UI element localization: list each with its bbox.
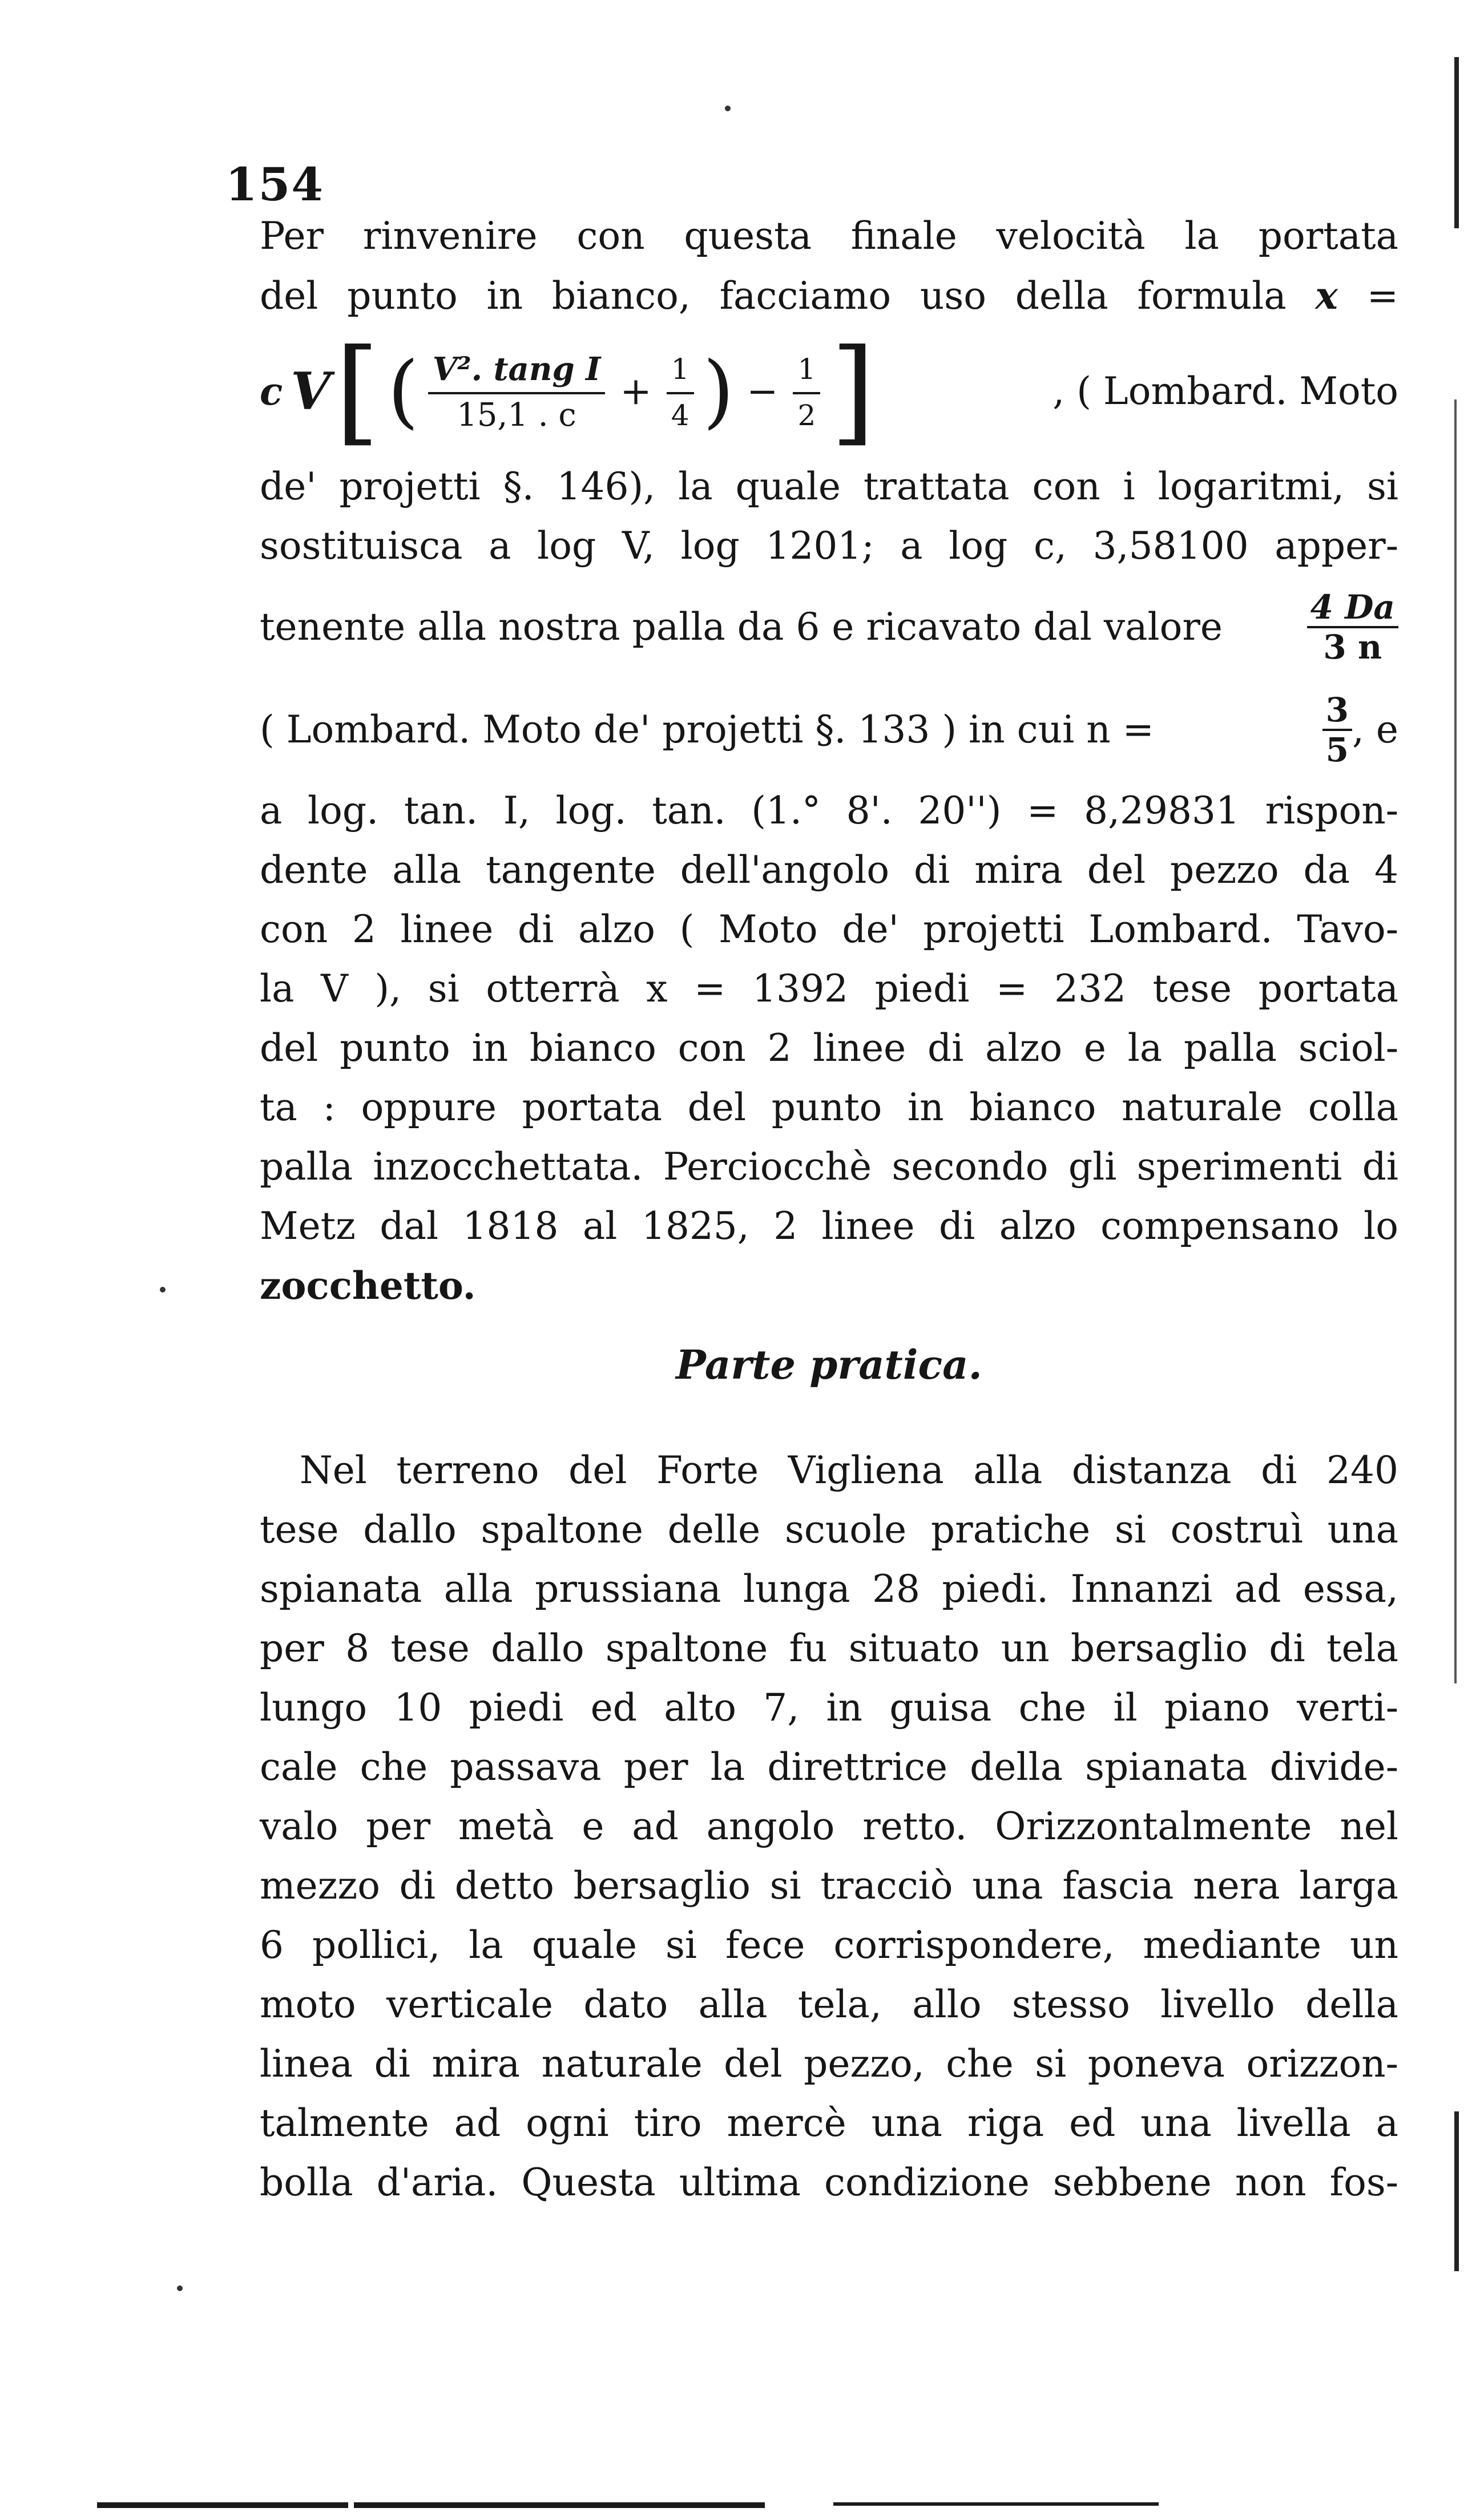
text-line: tese dallo spaltone delle scuole pratiche si costruì una bbox=[260, 1508, 1398, 1552]
fraction-quarter bbox=[667, 346, 694, 437]
text-line: de' projetti §. 146), la quale trattata con i logaritmi, si bbox=[260, 465, 1398, 508]
scan-bottom-rule bbox=[354, 2502, 765, 2508]
fraction-numerator: 4 Da bbox=[1307, 588, 1398, 628]
fraction-half bbox=[793, 346, 820, 437]
text-line: lungo 10 piedi ed alto 7, in guisa che il piano verti- bbox=[260, 1686, 1398, 1730]
text-fragment: , e bbox=[1352, 708, 1398, 752]
text-line: la V ), si otterrà x = 1392 piedi = 232 tese portata bbox=[260, 967, 1398, 1011]
text-fragment: ( Lombard. Moto de' projetti §. 133 ) in cui n = bbox=[260, 708, 1154, 752]
fraction-denominator: 4 bbox=[671, 399, 689, 432]
text-line: spianata alla prussiana lunga 28 piedi. Innanzi ad essa, bbox=[260, 1567, 1398, 1611]
text-fragment: del punto in bianco, facciamo uso della formula bbox=[260, 274, 1287, 318]
text-line: valo per metà e ad angolo retto. Orizzontalmente nel bbox=[260, 1804, 1398, 1848]
scan-speck bbox=[725, 106, 731, 111]
section-heading: Parte pratica. bbox=[676, 1341, 982, 1388]
text-line-with-fraction bbox=[260, 576, 1398, 679]
text-line: linea di mira naturale del pezzo, che si poneva orizzon- bbox=[260, 2042, 1398, 2086]
scan-speck bbox=[177, 2285, 183, 2291]
formula-V: V bbox=[291, 361, 331, 422]
text-line: sostituisca a log V, log 1201; a log c, 3,58100 apper- bbox=[260, 524, 1398, 568]
scan-edge-mark bbox=[1454, 57, 1459, 228]
page-number: 154 bbox=[225, 158, 324, 211]
fraction-main bbox=[428, 346, 606, 437]
fraction-denominator: 15,1 . c bbox=[457, 397, 576, 434]
text-line: Metz dal 1818 al 1825, 2 linee di alzo compensano lo bbox=[260, 1204, 1398, 1248]
scan-bottom-rule bbox=[97, 2502, 348, 2508]
fraction-numerator: 1 bbox=[793, 346, 820, 394]
scan-edge-mark bbox=[1454, 399, 1457, 1683]
formula-c: c bbox=[260, 369, 283, 414]
text-line: mezzo di detto bersaglio si tracciò una fascia nera larga bbox=[260, 1864, 1398, 1908]
fraction-denominator: 2 bbox=[797, 399, 816, 432]
text-line: con 2 linee di alzo ( Moto de' projetti Lombard. Tavo- bbox=[260, 907, 1398, 951]
scan-bottom-rule bbox=[833, 2502, 1159, 2506]
paren-close: ) bbox=[703, 345, 735, 438]
text-line: 6 pollici, la quale si fece corrispondere, mediante un bbox=[260, 1923, 1398, 1967]
text-line: talmente ad ogni tiro mercè una riga ed una livella a bbox=[260, 2101, 1398, 2145]
text-line: a log. tan. I, log. tan. (1.° 8'. 20'') = 8,29831 rispon- bbox=[260, 789, 1398, 833]
text-line: del punto in bianco con 2 linee di alzo e la palla sciol- bbox=[260, 1026, 1398, 1070]
fraction-inline bbox=[1307, 588, 1398, 666]
text-line: palla inzocchettata. Perciocchè secondo gli sperimenti di bbox=[260, 1145, 1398, 1189]
formula-reference: , ( Lombard. Moto bbox=[1052, 369, 1398, 413]
text-fragment: tenente alla nostra palla da 6 e ricavato dal valore bbox=[260, 605, 1223, 649]
text-line-with-fraction bbox=[260, 679, 1398, 781]
fraction-denominator: 3 n bbox=[1323, 628, 1382, 667]
fraction-numerator: V². tang I bbox=[428, 346, 606, 394]
text-line: Nel terreno del Forte Vigliena alla distanza di 240 bbox=[300, 1448, 1398, 1492]
text-line: dente alla tangente dell'angolo di mira del pezzo da 4 bbox=[260, 848, 1398, 892]
math-variable: x bbox=[1315, 273, 1338, 318]
fraction-denominator: 5 bbox=[1325, 730, 1349, 769]
math-operator: = bbox=[1366, 274, 1398, 318]
text-line bbox=[260, 266, 1398, 326]
bracket-open: [ bbox=[335, 325, 380, 458]
text-line: bolla d'aria. Questa ultima condizione sebbene non fos- bbox=[260, 2160, 1398, 2204]
math-operator: − bbox=[747, 369, 779, 413]
math-operator: + bbox=[620, 369, 652, 413]
text-line: per 8 tese dallo spaltone fu situato un bersaglio di tela bbox=[260, 1626, 1398, 1670]
scan-speck bbox=[160, 1287, 166, 1293]
text-line: zocchetto. bbox=[260, 1263, 476, 1308]
fraction-inline bbox=[1322, 691, 1352, 769]
paren-open: ( bbox=[388, 345, 419, 438]
text-line: Per rinvenire con questa finale velocità la portata bbox=[260, 214, 1398, 258]
fraction-numerator: 3 bbox=[1322, 691, 1352, 731]
fraction-numerator: 1 bbox=[667, 346, 694, 394]
text-line: moto verticale dato alla tela, allo stesso livello della bbox=[260, 1982, 1398, 2026]
paragraph-1 bbox=[260, 207, 1398, 1315]
formula bbox=[260, 326, 1398, 457]
text-line: ta : oppure portata del punto in bianco naturale colla bbox=[260, 1085, 1398, 1129]
bracket-close: ] bbox=[830, 325, 876, 458]
paragraph-2 bbox=[260, 1441, 1398, 2212]
scan-edge-mark bbox=[1454, 2111, 1459, 2271]
text-line: cale che passava per la direttrice della spianata divide- bbox=[260, 1745, 1398, 1789]
